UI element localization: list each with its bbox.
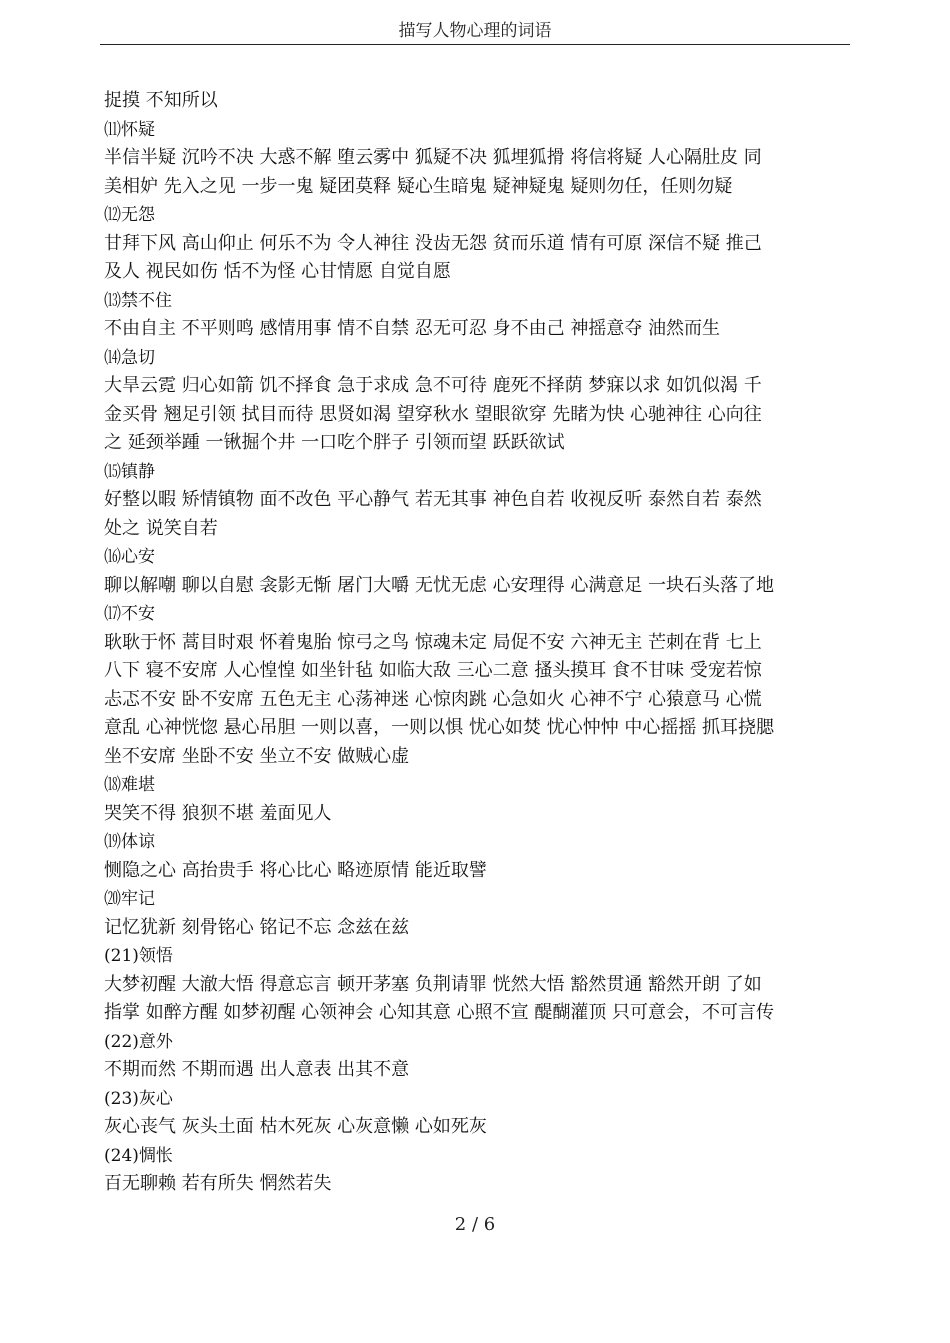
idiom-line: 捉摸 不知所以 xyxy=(104,90,218,111)
section-heading: ⒆体谅 xyxy=(104,832,155,852)
idiom-line: 及人 视民如伤 恬不为怪 心甘情愿 自觉自愿 xyxy=(104,261,451,282)
page-footer xyxy=(0,1212,950,1238)
idiom-line: 不期而然 不期而遇 出人意表 出其不意 xyxy=(104,1059,410,1080)
section-heading: ⒂镇静 xyxy=(104,461,155,482)
section-heading: (24)惆怅 xyxy=(104,1145,173,1166)
idiom-line: 八下 寝不安席 人心惶惶 如坐针毡 如临大敌 三心二意 搔头摸耳 食不甘味 受宠若惊 xyxy=(104,660,762,681)
document-title: 描写人物心理的词语 xyxy=(398,21,552,41)
section-heading: (22)意外 xyxy=(104,1031,173,1052)
idiom-line: 意乱 心神恍惚 悬心吊胆 一则以喜，一则以惧 忧心如焚 忧心忡忡 中心摇摇 抓耳挠腮 xyxy=(104,717,775,738)
section-heading: ⑾怀疑 xyxy=(104,119,155,140)
idiom-line: 不由自主 不平则鸣 感情用事 情不自禁 忍无可忍 身不由己 神摇意夺 油然而生 xyxy=(104,318,721,339)
idiom-line: 坐不安席 坐卧不安 坐立不安 做贼心虚 xyxy=(104,745,410,767)
idiom-line: 百无聊赖 若有所失 惘然若失 xyxy=(104,1173,332,1194)
idiom-line: 美相妒 先入之见 一步一鬼 疑团莫释 疑心生暗鬼 疑神疑鬼 疑则勿任，任则勿疑 xyxy=(104,175,733,197)
section-heading: ⒄不安 xyxy=(104,604,155,624)
idiom-line: 记忆犹新 刻骨铭心 铭记不忘 念兹在兹 xyxy=(104,916,410,938)
section-heading: (23)灰心 xyxy=(104,1088,173,1109)
idiom-line: 哭笑不得 狼狈不堪 羞面见人 xyxy=(104,802,332,824)
idiom-line: 大梦初醒 大澈大悟 得意忘言 顿开茅塞 负荆请罪 恍然大悟 豁然贯通 豁然开朗 了如 xyxy=(104,973,762,995)
idiom-line: 甘拜下风 高山仰止 何乐不为 令人神往 没齿无怨 贫而乐道 情有可原 深信不疑 推己 xyxy=(104,232,762,254)
idiom-line: 大旱云霓 归心如箭 饥不择食 急于求成 急不可待 鹿死不择荫 梦寐以求 如饥似渴 千 xyxy=(104,375,762,396)
idiom-line: 恻隐之心 高抬贵手 将心比心 略迹原情 能近取譬 xyxy=(104,859,487,881)
idiom-line: 处之 说笑自若 xyxy=(104,517,218,539)
idiom-line: 好整以暇 矫情镇物 面不改色 平心静气 若无其事 神色自若 收视反听 泰然自若 泰然 xyxy=(104,489,762,510)
page-number: 2 / 6 xyxy=(454,1214,496,1235)
section-heading: (21)领悟 xyxy=(104,946,173,966)
idiom-line: 指掌 如醉方醒 如梦初醒 心领神会 心知其意 心照不宣 醍醐灌顶 只可意会，不可言传 xyxy=(104,1002,775,1023)
section-heading: ⒅难堪 xyxy=(104,775,155,795)
idiom-line: 灰心丧气 灰头土面 枯木死灰 心灰意懒 心如死灰 xyxy=(104,1116,487,1137)
idiom-line: 半信半疑 沉吟不决 大惑不解 堕云雾中 狐疑不决 狐埋狐搰 将信将疑 人心隔肚皮 同 xyxy=(104,147,762,168)
document-body xyxy=(104,87,852,1199)
idiom-line: 之 延颈举踵 一锹掘个井 一口吃个胖子 引领而望 跃跃欲试 xyxy=(104,432,565,453)
idiom-line: 忐忑不安 卧不安席 五色无主 心荡神迷 心惊肉跳 心急如火 心神不宁 心猿意马 心慌 xyxy=(104,688,762,710)
section-heading: ⒀禁不住 xyxy=(104,290,172,311)
section-heading: ⒃心安 xyxy=(104,547,155,567)
page-header xyxy=(100,18,850,45)
section-heading: ⑿无怨 xyxy=(104,205,155,225)
idiom-line: 聊以解嘲 聊以自慰 衾影无惭 屠门大嚼 无忧无虑 心安理得 心满意足 一块石头落了地 xyxy=(104,574,775,596)
idiom-line: 耿耿于怀 蒿目时艰 怀着鬼胎 惊弓之鸟 惊魂未定 局促不安 六神无主 芒刺在背 七上 xyxy=(104,631,762,653)
section-heading: ⒇牢记 xyxy=(104,889,155,909)
section-heading: ⒁急切 xyxy=(104,347,155,368)
idiom-line: 金买骨 翘足引领 拭目而待 思贤如渴 望穿秋水 望眼欲穿 先睹为快 心驰神往 心向往 xyxy=(104,403,762,425)
